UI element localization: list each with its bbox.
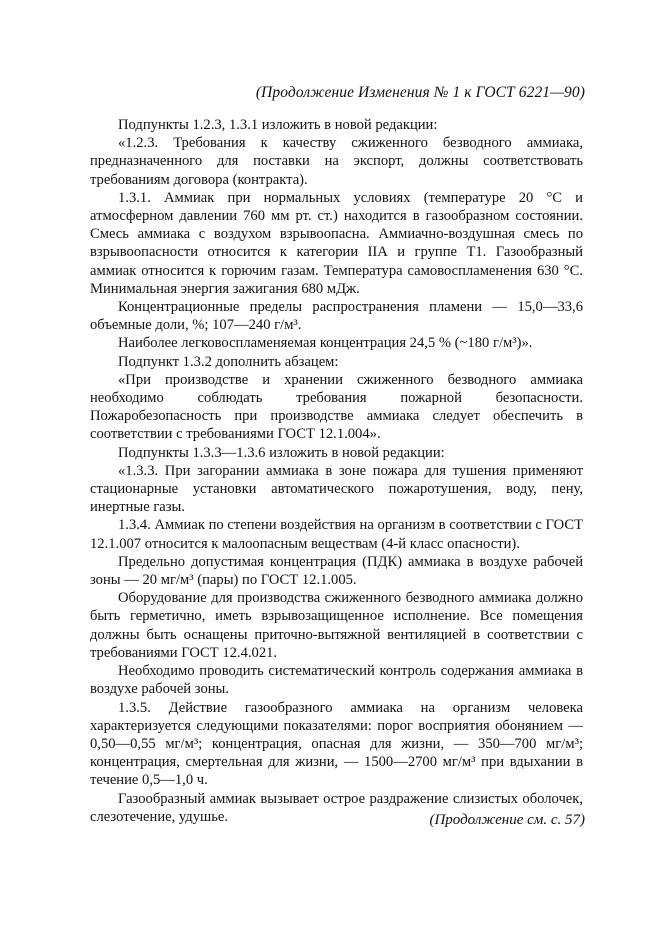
- document-body: [90, 116, 583, 826]
- paragraph: 1.3.4. Аммиак по степени воздействия на организм в соответствии с ГОСТ 12.1.007 относится к малоопасным веществам (4-й класс опасности).: [90, 517, 583, 552]
- continuation-footer: (Продолжение см. с. 57): [429, 812, 585, 828]
- paragraph: Необходимо проводить систематический контроль содержания аммиака в воздухе рабочей зоны.: [90, 663, 583, 698]
- paragraph: Оборудование для производства сжиженного безводного аммиака должно быть герметично, иметь взрывозащищенное исполнение. Все помещения должны быть оснащены приточно-вытяжной вентиляцией в соответствии с требованиями ГОСТ 12.4.021.: [90, 590, 583, 661]
- paragraph: «При производстве и хранении сжиженного безводного аммиака необходимо соблюдать требования пожарной безопасности. Пожаробезопасность при производстве аммиака следует обеспечить в соответствии с требованиями ГОСТ 12.1.004».: [90, 371, 583, 443]
- paragraph: Подпункты 1.2.3, 1.3.1 изложить в новой редакции:: [118, 117, 438, 133]
- paragraph: Подпункт 1.3.2 дополнить абзацем:: [118, 353, 339, 370]
- paragraph: Газообразный аммиак вызывает острое раздражение слизистых оболочек, слезотечение, удушье.: [90, 790, 583, 825]
- paragraph: 1.3.1. Аммиак при нормальных условиях (температуре 20 °С и атмосферном давлении 760 мм рт. ст.) находится в газообразном состоянии. Смесь аммиака с воздухом взрывоопасна. Аммиачно-воздушная смесь по взрывоопасности относится к категории IIА и группе Т1. Газообразный аммиак относится к горючим газам. Температура самовоспламенения 630 °С. Минимальная энергия зажигания 680 мДж.: [90, 189, 583, 297]
- paragraph: Наиболее легковоспламеняемая концентрация 24,5 % (~180 г/м³)».: [118, 335, 533, 352]
- paragraph: Предельно допустимая концентрация (ПДК) аммиака в воздухе рабочей зоны — 20 мг/м³ (пары) по ГОСТ 12.1.005.: [90, 553, 583, 589]
- continuation-header: (Продолжение Изменения № 1 к ГОСТ 6221—90): [255, 84, 585, 101]
- paragraph: Концентрационные пределы распространения пламени — 15,0—33,6 объемные доли, %; 107—240 г/м³.: [90, 299, 583, 334]
- paragraph: «1.3.3. При загорании аммиака в зоне пожара для тушения применяют стационарные установки автоматического пожаротушения, воду, пену, инертные газы.: [90, 462, 583, 516]
- paragraph: «1.2.3. Требования к качеству сжиженного безводного аммиака, предназначенного для поставки на экспорт, должны соответствовать требованиям договора (контракта).: [90, 135, 583, 188]
- paragraph: 1.3.5. Действие газообразного аммиака на организм человека характеризуется следующими показателями: порог восприятия обонянием — 0,50—0,55 мг/м³; концентрация, опасная для жизни, — 350—700 мг/м³; концентрация, смертельная для жизни, — 1500—2700 мг/м³ при вдыхании в течение 0,5—1,0 ч.: [90, 699, 583, 789]
- paragraph: Подпункты 1.3.3—1.3.6 изложить в новой редакции:: [118, 444, 445, 461]
